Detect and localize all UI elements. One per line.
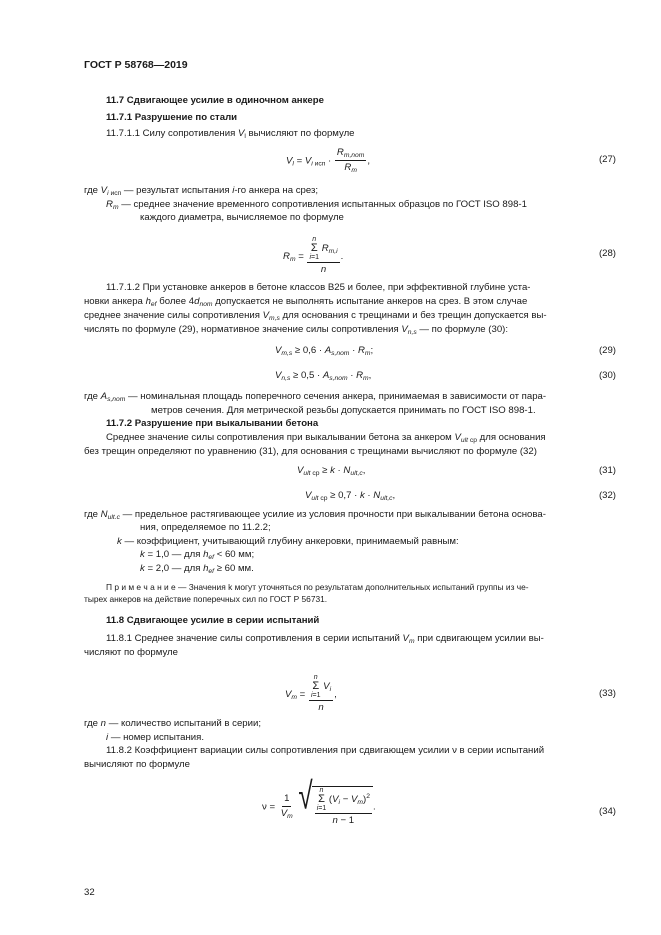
formula-30: $V_{n,s} \ge 0,5 \cdot A_{s,nom} \cdot R_m$, [275,370,372,382]
where-rm-line2: каждого диаметра, вычисляемое по формуле [140,212,344,223]
where-i: i — номер испытания. [106,732,205,743]
formula-31: $V_{ult ср} \ge k \cdot N_{ult,c}$, [297,465,366,477]
formula-34: ν = $\frac{1}{V_m}$ √ n Σ i=1 $(V_i - V_m)^2$ n − 1 . [262,773,376,826]
where-nult-line2: ния, определяемое по 11.2.2; [140,522,271,533]
where-k: k — коэффициент, учитывающий глубину анкеровки, принимаемый равным: [117,536,459,547]
paragraph-11-8-2-line2: вычисляют по формуле [84,759,190,770]
page-number: 32 [84,887,95,898]
equation-number-34: (34) [598,806,616,817]
note-line1: П р и м е ч а н и е — Значения k могут уточняться по результатам дополнительных испытаний группы из че- [106,582,529,592]
formula-29: $V_{m,s} \ge 0,6 \cdot A_{s,nom} \cdot R_m$; [275,345,374,357]
where-as-line2: метров сечения. Для метрической резьбы допускается принимать по ГОСТ ISO 898-1. [151,405,536,416]
document-header: ГОСТ Р 58768—2019 [84,59,188,71]
equation-number-30: (30) [598,370,616,381]
paragraph-11-7-2-line2: без трещин определяют по уравнению (31), для основания с трещинами вычисляют по формуле (32) [84,446,537,457]
where-nult-line1: где $N_{ult.c}$ — предельное растягивающее усилие из условия прочности при выкалывании бетона основа- [84,509,546,521]
note-label: П р и м е ч а н и е [106,582,176,592]
paragraph-11-7-1-2-line2: новки анкера $h_{ef}$ более $4d_{nom}$ допускается не выполнять испытание анкеров на срез. В этом случае [84,296,528,308]
formula-33: $V_m$ = n Σ i=1 $V_i$ n , [285,674,337,713]
paragraph-11-7-1-2-line3: среднее значение силы сопротивления $V_{m,s}$ для основания с трещинами и без трещин допускается вы- [84,310,547,322]
formula-32: $V_{ult ср} \ge 0,7 \cdot k \cdot N_{ult,c}$, [305,490,396,502]
paragraph-11-7-1-2-line1: 11.7.1.2 При установке анкеров в бетоне классов В25 и более, при эффективной глубине уста- [106,282,531,293]
paragraph-11-7-1-2-line4: числять по формуле (29), нормативное значение силы сопротивления $V_{n,s}$ — по формуле (30): [84,324,509,336]
note-line2: тырех анкеров на действие поперечных сил по ГОСТ Р 56731. [84,594,328,604]
equation-number-33: (33) [598,688,616,699]
where-vi: где $V_{i исп}$ — результат испытания i-го анкера на срез; [84,185,319,197]
paragraph-11-7-2-line1: Среднее значение силы сопротивления при выкалывании бетона за анкером $V_{ult ср}$ для основания [106,432,546,444]
k-value-1: k = 1,0 — для $h_{ef} < 60$ мм; [140,549,255,561]
equation-number-29: (29) [598,345,616,356]
formula-27: $V_l = V_{i исп}$ · $\frac{R_{m,nom}}{R_m}$ , [286,147,371,175]
paragraph-11-8-1-line2: числяют по формуле [84,647,178,658]
where-as-line1: где $A_{s,nom}$ — номинальная площадь поперечного сечения анкера, принимаемая в зависимости от пара- [84,391,547,403]
section-heading-11-7: 11.7 Сдвигающее усилие в одиночном анкере [106,95,324,106]
paragraph-11-8-1-line1: 11.8.1 Среднее значение силы сопротивления в серии испытаний $V_m$ при сдвигающем усилии вы- [106,633,544,645]
section-heading-11-7-2: 11.7.2 Разрушение при выкалывании бетона [106,418,319,429]
section-heading-11-8: 11.8 Сдвигающее усилие в серии испытаний [106,615,320,626]
equation-number-31: (31) [598,465,616,476]
where-n: где n — количество испытаний в серии; [84,718,262,729]
paragraph-11-8-2-line1: 11.8.2 Коэффициент вариации силы сопротивления при сдвигающем усилии ν в серии испытаний [106,745,545,756]
formula-28: $R_m$ = n Σ i=1 $R_{m,i}$ n . [283,236,344,275]
k-value-2: k = 2,0 — для $h_{ef} \ge 60$ мм. [140,563,254,575]
equation-number-32: (32) [598,490,616,501]
where-rm-line1: $R_m$ — среднее значение временного сопротивления испытанных образцов по ГОСТ ISO 898-1 [106,199,527,211]
section-heading-11-7-1: 11.7.1 Разрушение по стали [106,112,238,123]
equation-number-28: (28) [598,248,616,259]
paragraph-11-7-1-1: 11.7.1.1 Силу сопротивления $V_l$ вычисляют по формуле [106,128,355,140]
equation-number-27: (27) [598,154,616,165]
